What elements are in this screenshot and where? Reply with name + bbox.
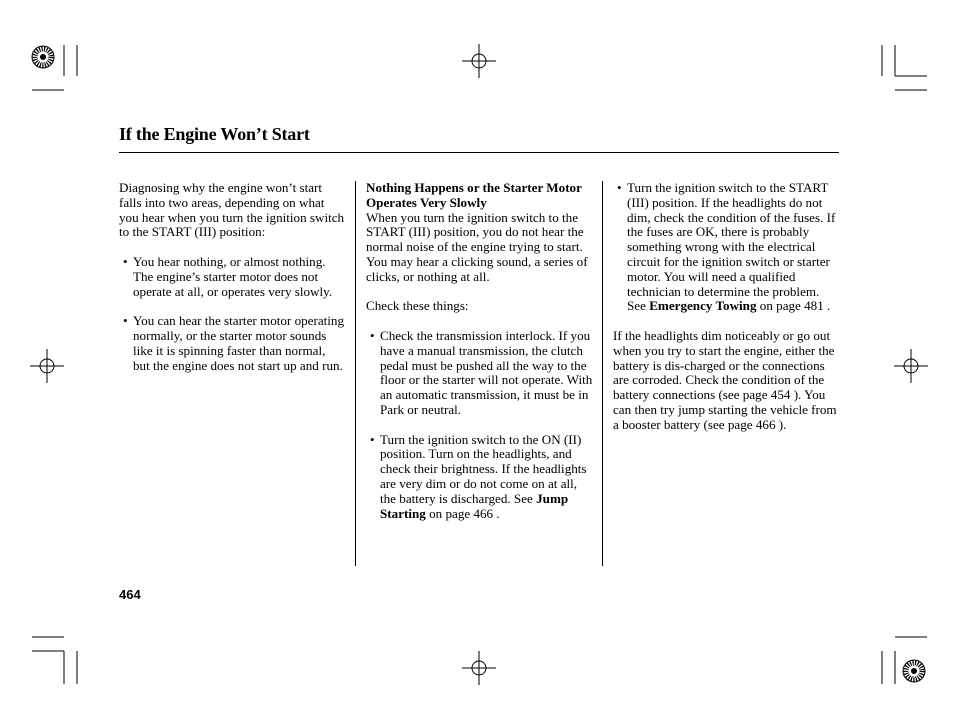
intro-paragraph: Diagnosing why the engine won’t start falls into two areas, depending on what you hear when you turn the ignition switch to the START (III) position: bbox=[119, 180, 345, 240]
page-title: If the Engine Won’t Start bbox=[119, 124, 310, 144]
list-item bbox=[366, 433, 594, 522]
bullet-text: Turn the ignition switch to the START (III) position. If the headlights do not dim, check the condition of the fuses. If the fuses are OK, there is probably something wrong with the electrical circuit for the ignition switch or starter motor. You will need a qualified technician to determine the problem. See bbox=[627, 180, 836, 314]
column-3 bbox=[613, 181, 841, 433]
bullet-icon: • bbox=[617, 180, 622, 195]
check-intro: Check these things: bbox=[366, 298, 469, 314]
page-reference: on page 466 . bbox=[429, 505, 500, 521]
registration-target-left bbox=[30, 349, 64, 383]
jump-starting-link[interactable]: Jump Starting bbox=[380, 490, 569, 521]
bullet-text: Check the transmission interlock. If you have a manual transmission, the clutch pedal must be pushed all the way to the floor or the starter will not operate. With an automatic transmission, it must be in Park or neutral. bbox=[380, 327, 593, 417]
page-reference: on page 481 . bbox=[759, 298, 831, 314]
section-heading: Nothing Happens or the Starter Motor Operates Very Slowly bbox=[366, 180, 582, 210]
registration-target-right bbox=[894, 349, 928, 383]
column-1 bbox=[119, 181, 345, 373]
bullet-icon: • bbox=[370, 431, 375, 447]
starburst-mark-bottom-right bbox=[903, 660, 925, 682]
bullet-text: Turn the ignition switch to the ON (II) position. Turn on the headlights, and check their brightness. If the headlights are very dim or do not come on at all, the battery is discharged. See bbox=[380, 431, 587, 506]
starburst-mark-top-left bbox=[32, 46, 54, 68]
bullet-text: You can hear the starter motor operating normally, or the starter motor sounds like it is spinning faster than normal, but the engine does not start up and run. bbox=[133, 313, 345, 373]
emergency-towing-link[interactable]: Emergency Towing bbox=[649, 298, 757, 314]
bullet-text: You hear nothing, or almost nothing. The engine’s starter motor does not operate at all, or operates very slowly. bbox=[133, 253, 333, 299]
bullet-icon: • bbox=[370, 327, 375, 343]
bullet-icon: • bbox=[123, 313, 128, 329]
column-2 bbox=[366, 181, 594, 521]
column-divider-2 bbox=[602, 181, 603, 566]
battery-paragraph: If the headlights dim noticeably or go out when you try to start the engine, either the battery is dis-charged or the connections are corroded. Check the condition of the battery connections (see page 454 ). You can then try jump starting the vehicle from a booster battery (see page 466 ). bbox=[613, 327, 837, 432]
registration-target-bottom bbox=[462, 651, 496, 685]
list-item bbox=[613, 181, 841, 314]
list-item bbox=[366, 329, 594, 418]
list-item bbox=[119, 255, 345, 299]
list-item bbox=[119, 314, 345, 373]
title-rule bbox=[119, 152, 839, 153]
page-number: 464 bbox=[119, 587, 141, 602]
registration-target-top bbox=[462, 44, 496, 78]
section-body: When you turn the ignition switch to the START (III) position, you do not hear the normal noise of the engine trying to start. You may hear a clicking sound, a series of clicks, or nothing at all. bbox=[366, 209, 588, 284]
bullet-icon: • bbox=[123, 253, 128, 269]
column-divider-1 bbox=[355, 181, 356, 566]
